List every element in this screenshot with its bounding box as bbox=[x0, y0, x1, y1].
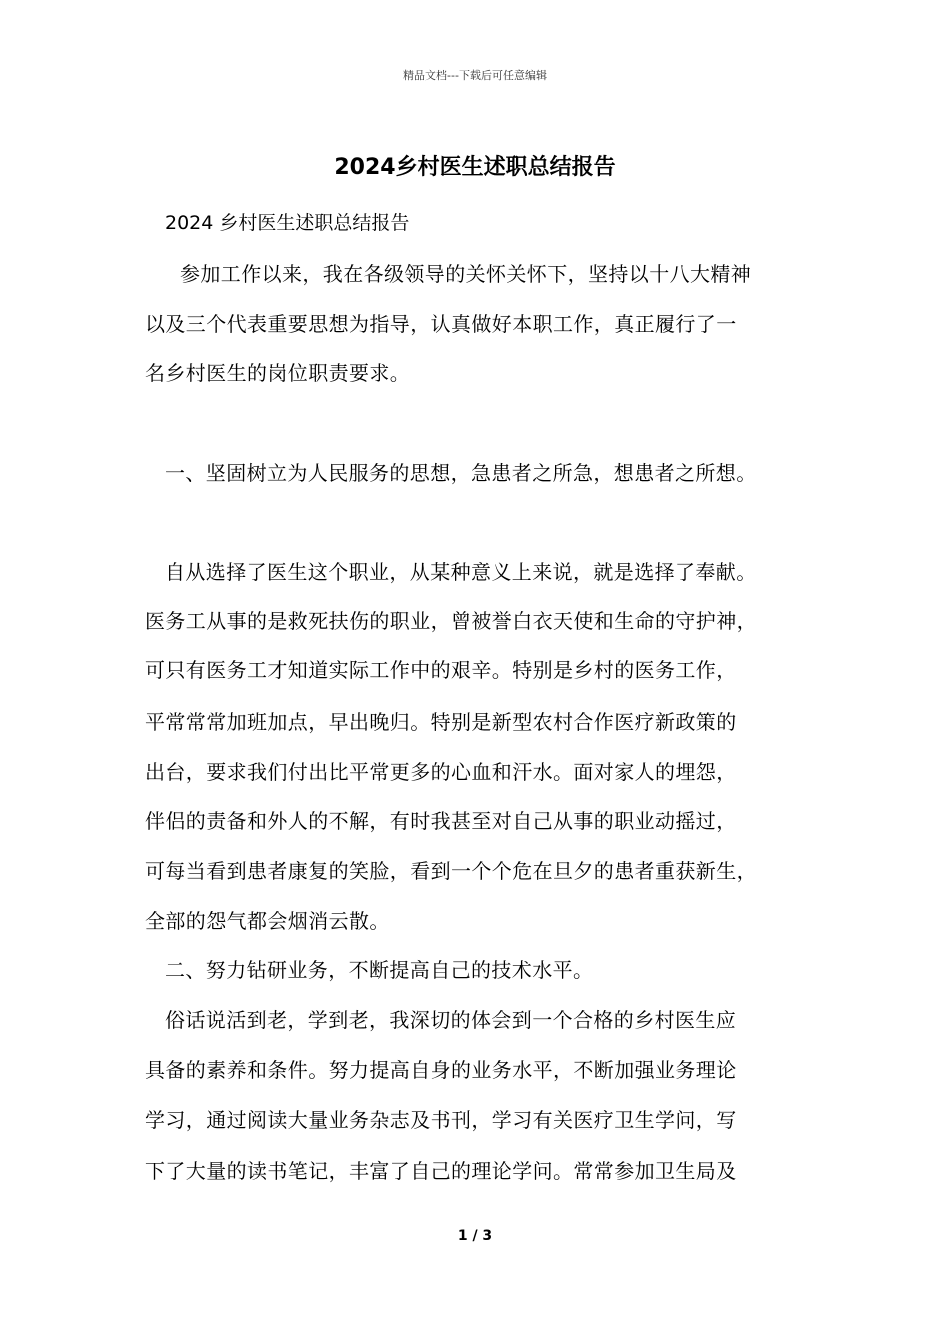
paragraph-line: 自从选择了医生这个职业，从某种意义上来说，就是选择了奉献。 bbox=[165, 560, 757, 584]
page-indicator: 1 / 3 bbox=[457, 1228, 493, 1244]
paragraph-line: 学习，通过阅读大量业务杂志及书刊，学习有关医疗卫生学问，写 bbox=[145, 1108, 737, 1132]
paragraph-line: 全部的怨气都会烟消云散。 bbox=[145, 909, 390, 933]
paragraph-line: 出台，要求我们付出比平常更多的心血和汗水。面对家人的埋怨， bbox=[145, 760, 737, 784]
paragraph-line: 可只有医务工才知道实际工作中的艰辛。特别是乡村的医务工作， bbox=[145, 658, 737, 682]
paragraph-line: 下了大量的读书笔记，丰富了自己的理论学问。常常参加卫生局及 bbox=[145, 1159, 737, 1183]
paragraph-line: 具备的素养和条件。努力提高自身的业务水平，不断加强业务理论 bbox=[145, 1058, 737, 1082]
paragraph-line: 名乡村医生的岗位职责要求。 bbox=[145, 361, 411, 385]
paragraph-line: 医务工从事的是救死扶伤的职业，曾被誉白衣天使和生命的守护神， bbox=[145, 609, 757, 633]
section-heading-1: 一、坚固树立为人民服务的思想，急患者之所急，想患者之所想。 bbox=[165, 461, 757, 485]
paragraph-line: 平常常常加班加点，早出晚归。特别是新型农村合作医疗新政策的 bbox=[145, 710, 737, 734]
paragraph-line: 参加工作以来，我在各级领导的关怀关怀下，坚持以十八大精神 bbox=[180, 262, 752, 286]
section-heading-2: 二、努力钻研业务，不断提高自己的技术水平。 bbox=[165, 958, 594, 982]
document-subtitle: 2024 乡村医生述职总结报告 bbox=[165, 212, 410, 234]
paragraph-line: 可每当看到患者康复的笑脸，看到一个个危在旦夕的患者重获新生， bbox=[145, 859, 757, 883]
document-header-note: 精品文档---下载后可任意编辑 bbox=[403, 69, 547, 82]
paragraph-line: 以及三个代表重要思想为指导，认真做好本职工作，真正履行了一 bbox=[145, 312, 737, 336]
document-title: 2024乡村医生述职总结报告 bbox=[334, 155, 616, 180]
paragraph-line: 伴侣的责备和外人的不解，有时我甚至对自己从事的职业动摇过， bbox=[145, 809, 737, 833]
paragraph-line: 俗话说活到老，学到老，我深切的体会到一个合格的乡村医生应 bbox=[165, 1008, 737, 1032]
